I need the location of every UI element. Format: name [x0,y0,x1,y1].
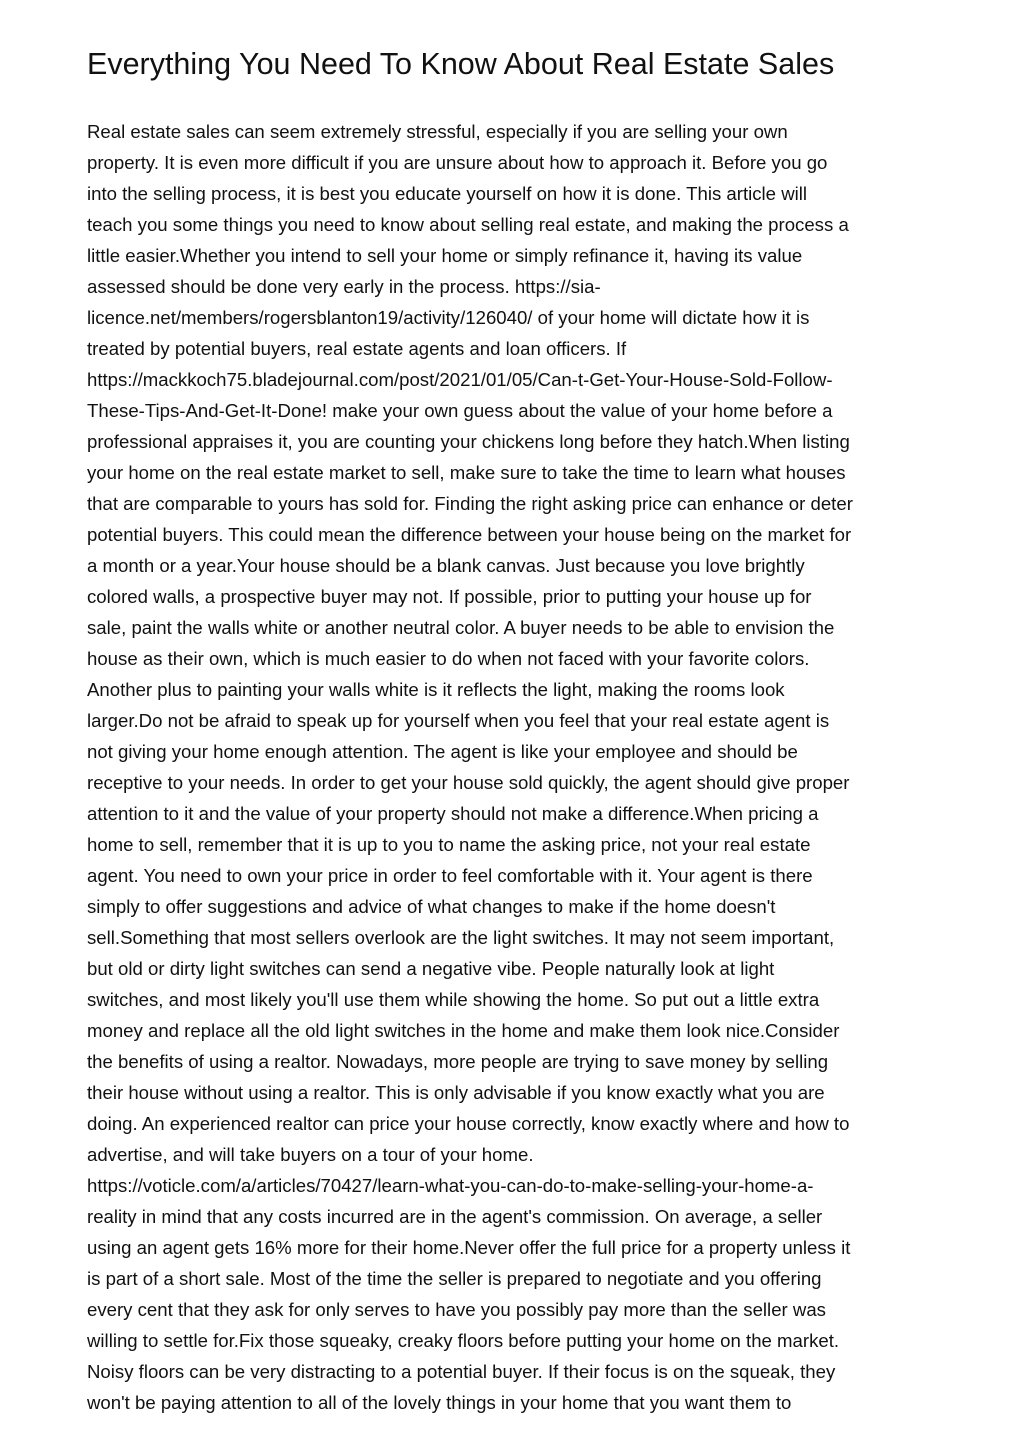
body-text-line: treated by potential buyers, real estate agents and loan officers. If [87,338,627,359]
body-text-line: house as their own, which is much easier to do when not faced with your favorite colors. [87,648,810,669]
body-text-line: https://mackkoch75.bladejournal.com/post/2021/01/05/Can-t-Get-Your-House-Sold-Follow- [87,369,833,390]
body-text-line: home to sell, remember that it is up to you to name the asking price, not your real estate [87,834,811,855]
body-text-line: that are comparable to yours has sold for. Finding the right asking price can enhance or deter [87,493,853,514]
body-text-line: property. It is even more difficult if you are unsure about how to approach it. Before you go [87,152,828,173]
body-text-line: sale, paint the walls white or another neutral color. A buyer needs to be able to envision the [87,617,835,638]
body-text-line: is part of a short sale. Most of the time the seller is prepared to negotiate and you offering [87,1268,822,1289]
body-text-line: These-Tips-And-Get-It-Done! make your own guess about the value of your home before a [87,400,833,421]
body-text-line: teach you some things you need to know about selling real estate, and making the process a [87,214,849,235]
body-text-line: little easier.Whether you intend to sell your home or simply refinance it, having its value [87,245,803,266]
document-body [87,116,967,1418]
body-text-line: willing to settle for.Fix those squeaky, creaky floors before putting your home on the market. [87,1330,840,1351]
body-text-line: reality in mind that any costs incurred are in the agent's commission. On average, a seller [87,1206,823,1227]
body-text-line: licence.net/members/rogersblanton19/activity/126040/ of your home will dictate how it is [87,307,810,328]
body-text-line: receptive to your needs. In order to get your house sold quickly, the agent should give proper [87,772,850,793]
body-text-line: Noisy floors can be very distracting to a potential buyer. If their focus is on the squeak, they [87,1361,836,1382]
body-text-line: advertise, and will take buyers on a tour of your home. [87,1144,534,1165]
body-text-line: your home on the real estate market to sell, make sure to take the time to learn what houses [87,462,846,483]
body-text-line: using an agent gets 16% more for their home.Never offer the full price for a property unless it [87,1237,851,1258]
document-title: Everything You Need To Know About Real Estate Sales [87,47,835,81]
body-text-line: a month or a year.Your house should be a blank canvas. Just because you love brightly [87,555,805,576]
body-text-line: won't be paying attention to all of the lovely things in your home that you want them to [87,1392,792,1413]
body-text-line: assessed should be done very early in the process. https://sia- [87,276,601,297]
body-text-line: but old or dirty light switches can send a negative vibe. People naturally look at light [87,958,775,979]
body-text-line: simply to offer suggestions and advice of what changes to make if the home doesn't [87,896,776,917]
body-text-line: money and replace all the old light switches in the home and make them look nice.Consider [87,1020,840,1041]
body-text-line: switches, and most likely you'll use them while showing the home. So put out a little extra [87,989,820,1010]
body-text-line: into the selling process, it is best you educate yourself on how it is done. This article will [87,183,808,204]
body-text-line: Real estate sales can seem extremely stressful, especially if you are selling your own [87,121,788,142]
body-text-line: every cent that they ask for only serves to have you possibly pay more than the seller was [87,1299,826,1320]
body-text-line: sell.Something that most sellers overlook are the light switches. It may not seem important, [87,927,835,948]
body-text-line: not giving your home enough attention. The agent is like your employee and should be [87,741,798,762]
body-text-line: agent. You need to own your price in order to feel comfortable with it. Your agent is there [87,865,813,886]
body-text-line: https://voticle.com/a/articles/70427/learn-what-you-can-do-to-make-selling-your-home-a- [87,1175,814,1196]
body-text-line: larger.Do not be afraid to speak up for yourself when you feel that your real estate agent is [87,710,830,731]
body-text-line: colored walls, a prospective buyer may not. If possible, prior to putting your house up for [87,586,812,607]
body-text-line: attention to it and the value of your property should not make a difference.When pricing a [87,803,819,824]
body-text-line: the benefits of using a realtor. Nowadays, more people are trying to save money by selling [87,1051,829,1072]
body-text-line: Another plus to painting your walls white is it reflects the light, making the rooms look [87,679,785,700]
body-text-line: their house without using a realtor. This is only advisable if you know exactly what you are [87,1082,825,1103]
body-text-line: professional appraises it, you are counting your chickens long before they hatch.When listing [87,431,850,452]
body-text-line: potential buyers. This could mean the difference between your house being on the market for [87,524,852,545]
body-text-line: doing. An experienced realtor can price your house correctly, know exactly where and how to [87,1113,850,1134]
